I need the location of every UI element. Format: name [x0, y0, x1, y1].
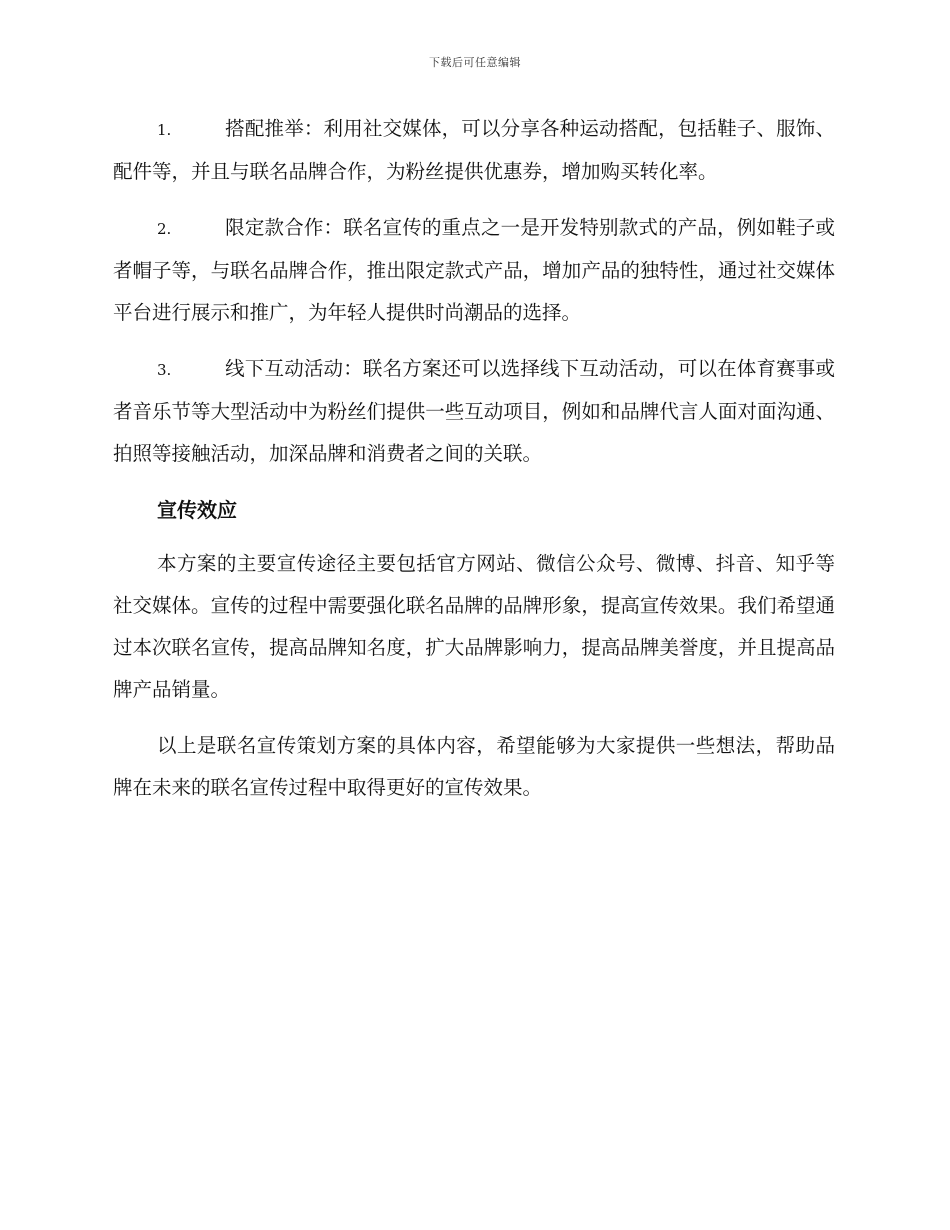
list-item-number: 1. — [157, 121, 172, 139]
list-item-text: 线下互动活动：联名方案还可以选择线下互动活动，可以在体育赛事或者音乐节等大型活动中为粉丝们提供一些互动项目，例如和品牌代言人面对面沟通、拍照等接触活动，加深品牌和消费者之间的关联。 — [113, 357, 835, 465]
list-item — [113, 348, 835, 475]
list-item-text: 搭配推举：利用社交媒体，可以分享各种运动搭配，包括鞋子、服饰、配件等，并且与联名品牌合作，为粉丝提供优惠券，增加购买转化率。 — [113, 117, 835, 183]
section-heading: 宣传效应 — [157, 498, 237, 522]
body-paragraph: 以上是联名宣传策划方案的具体内容，希望能够为大家提供一些想法，帮助品牌在未来的联名宣传过程中取得更好的宣传效果。 — [113, 734, 835, 799]
document-content — [113, 108, 835, 823]
list-item — [113, 207, 835, 334]
list-item-text: 限定款合作：联名宣传的重点之一是开发特别款式的产品，例如鞋子或者帽子等，与联名品牌合作，推出限定款式产品，增加产品的独特性，通过社交媒体平台进行展示和推广，为年轻人提供时尚潮品的选择。 — [113, 216, 835, 324]
list-item-number: 2. — [157, 220, 172, 238]
body-paragraph: 本方案的主要宣传途径主要包括官方网站、微信公众号、微博、抖音、知乎等社交媒体。宣传的过程中需要强化联名品牌的品牌形象，提高宣传效果。我们希望通过本次联名宣传，提高品牌知名度，扩大品牌影响力，提高品牌美誉度，并且提高品牌产品销量。 — [113, 552, 835, 701]
header-note: 下载后可任意编辑 — [429, 56, 521, 69]
list-item-number: 3. — [157, 361, 172, 379]
list-item — [113, 108, 835, 193]
